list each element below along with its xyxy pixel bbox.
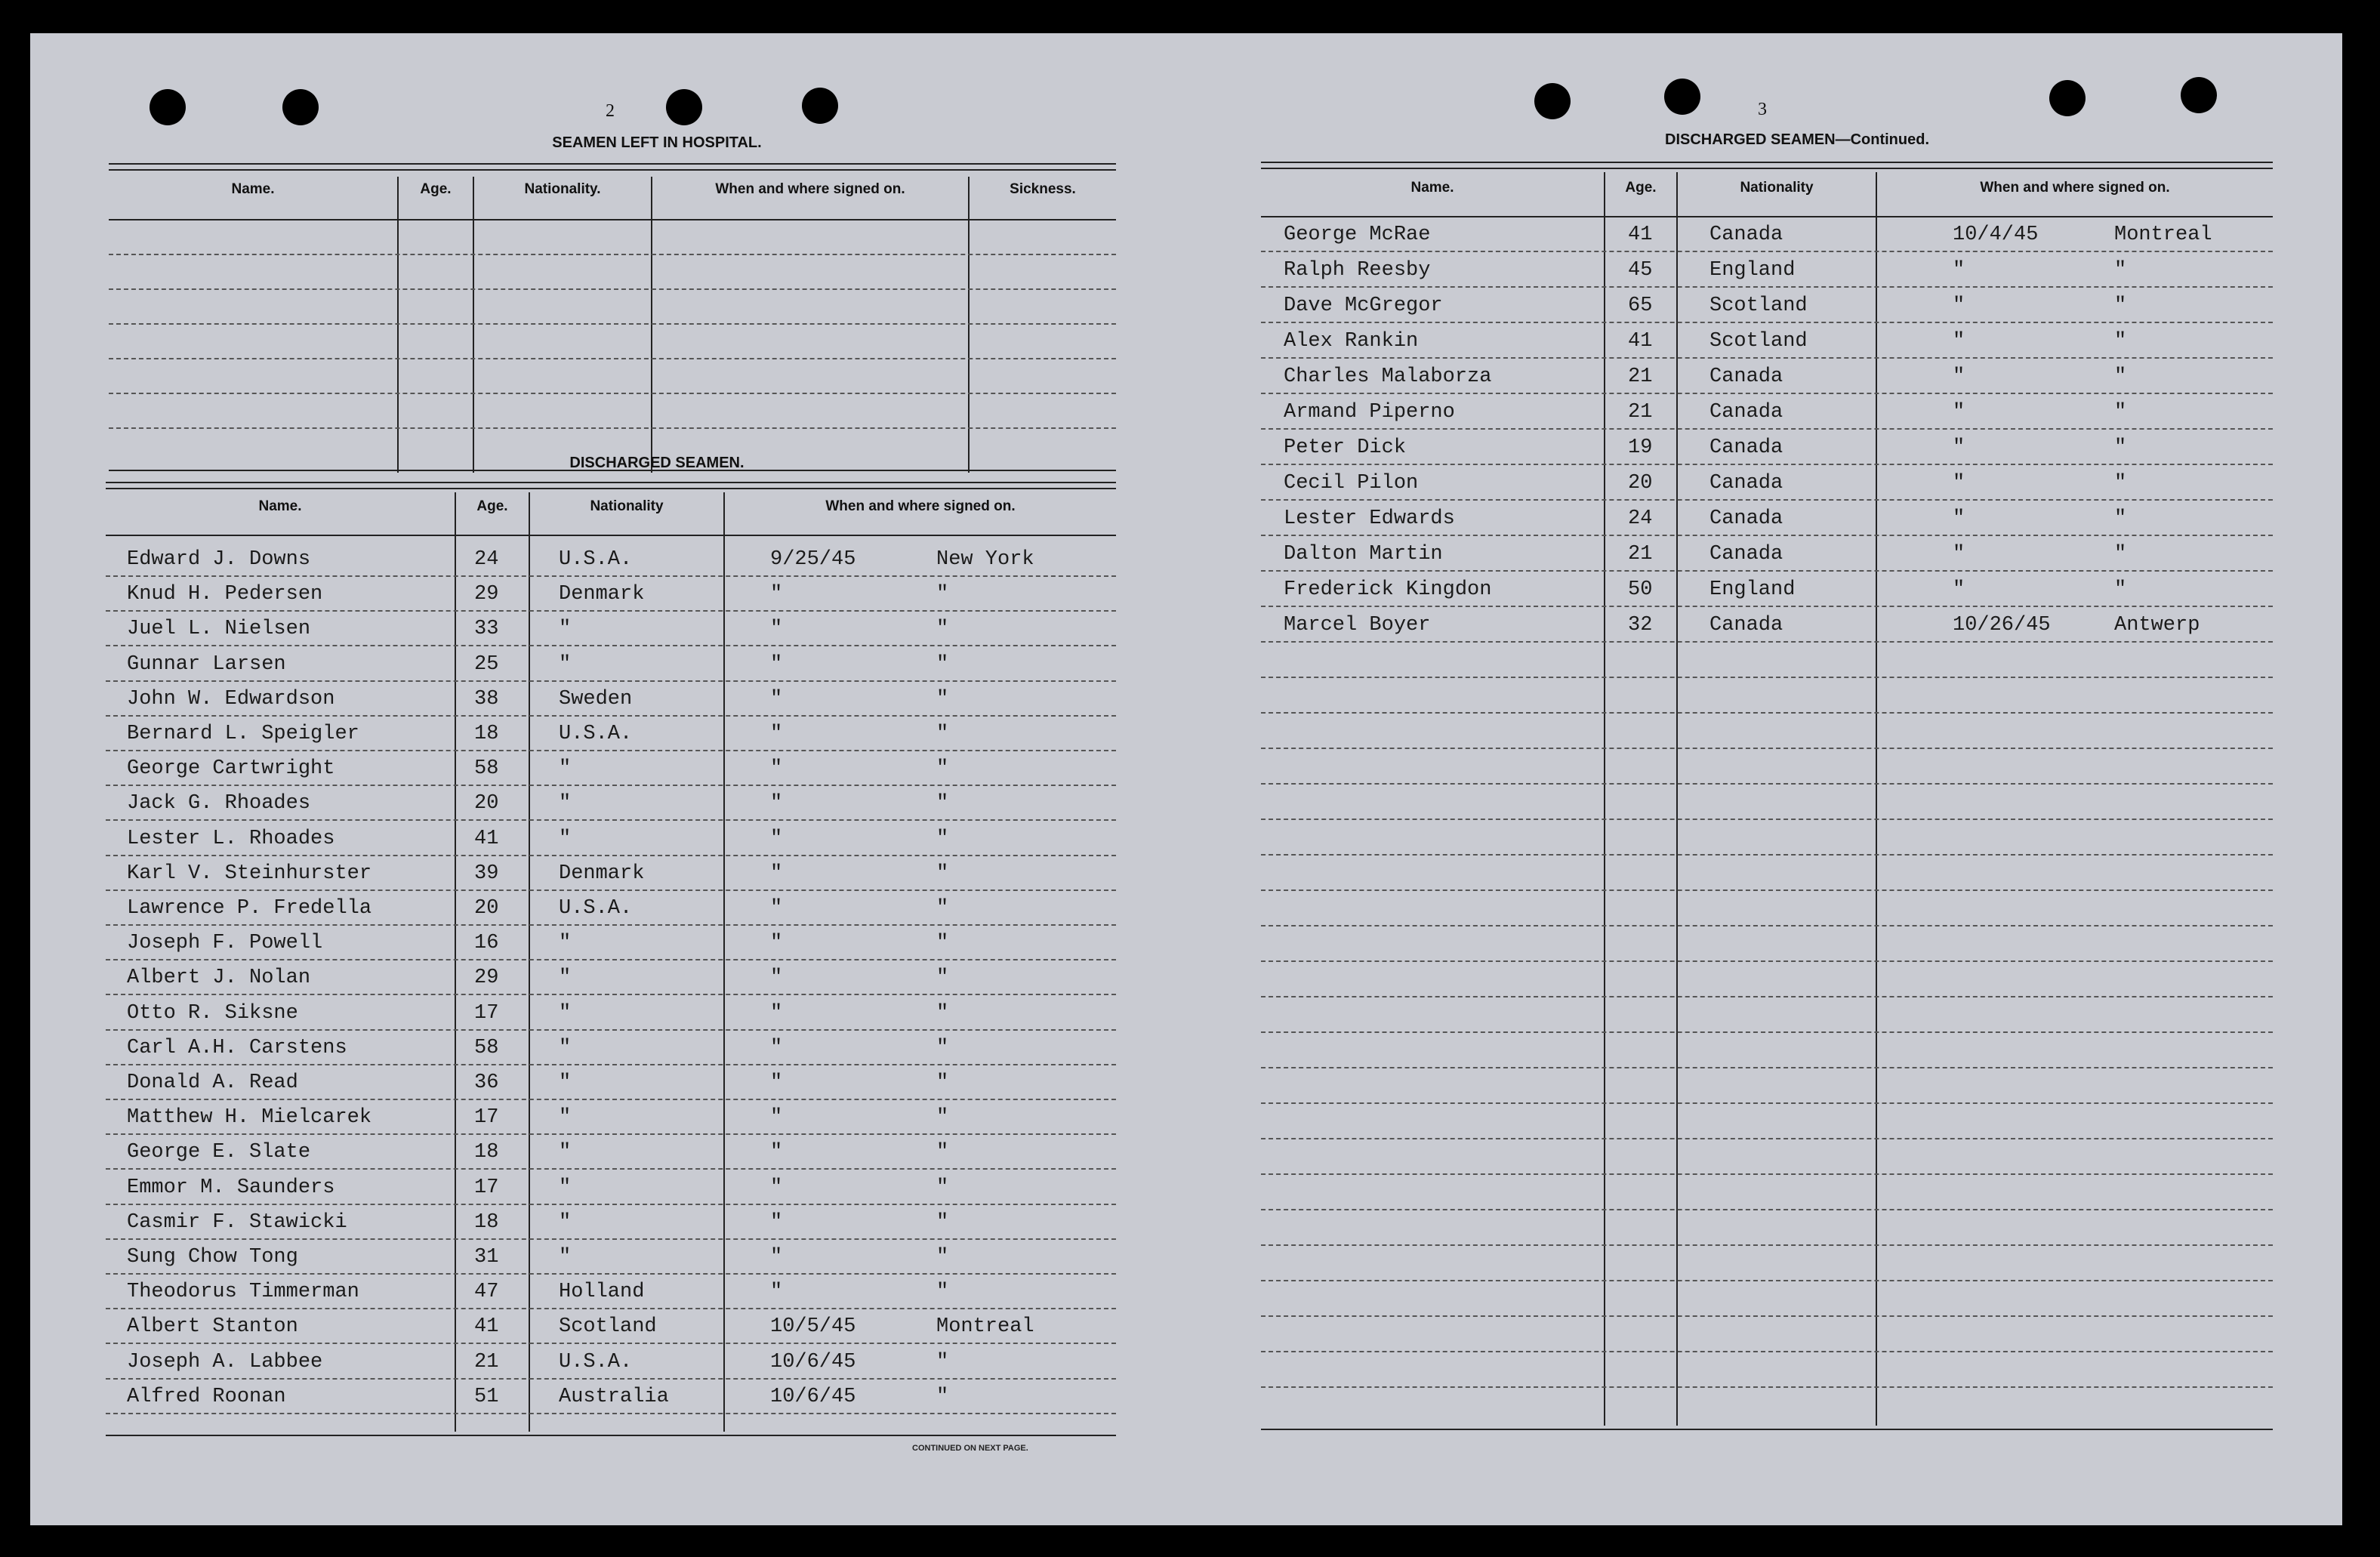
discharged-continued-title: DISCHARGED SEAMEN—Continued. — [1665, 131, 1929, 148]
signed-on-date: " — [770, 1071, 783, 1094]
rule — [1261, 168, 2273, 169]
seaman-name: Ralph Reesby — [1284, 259, 1431, 282]
hospital-section-title: SEAMEN LEFT IN HOSPITAL. — [552, 134, 762, 151]
continued-note: CONTINUED ON NEXT PAGE. — [912, 1444, 1028, 1453]
row-line — [106, 750, 1116, 751]
signed-on-date: " — [770, 1141, 783, 1164]
column-header: When and where signed on. — [715, 181, 905, 197]
row-line — [1261, 357, 2273, 359]
signed-on-place: " — [936, 1141, 949, 1164]
rule — [109, 163, 1116, 165]
seaman-nationality: Canada — [1709, 365, 1783, 388]
row-line — [1261, 783, 2273, 785]
seaman-nationality: " — [559, 757, 572, 780]
seaman-name: Peter Dick — [1284, 436, 1407, 459]
signed-on-date: " — [770, 897, 783, 920]
signed-on-date: " — [770, 1211, 783, 1234]
seaman-age: 31 — [474, 1246, 499, 1269]
page-number-left: 2 — [606, 101, 615, 121]
seaman-name: Casmir F. Stawicki — [127, 1211, 347, 1234]
seaman-nationality: Australia — [559, 1386, 669, 1408]
row-line — [1261, 1031, 2273, 1033]
seaman-nationality: " — [559, 1106, 572, 1129]
row-line — [106, 1378, 1116, 1380]
row-line — [1261, 925, 2273, 926]
seaman-name: George McRae — [1284, 224, 1431, 246]
signed-on-date: " — [1953, 578, 1965, 601]
signed-on-place: " — [936, 583, 949, 606]
signed-on-date: " — [770, 967, 783, 989]
seaman-name: Lawrence P. Fredella — [127, 897, 372, 920]
seaman-name: Sung Chow Tong — [127, 1246, 298, 1269]
seaman-nationality: " — [559, 1246, 572, 1269]
row-line — [106, 819, 1116, 821]
seaman-nationality: Canada — [1709, 401, 1783, 424]
signed-on-date: " — [1953, 330, 1965, 353]
seaman-nationality: " — [559, 1002, 572, 1025]
seaman-nationality: " — [559, 1211, 572, 1234]
punch-hole — [150, 89, 186, 125]
signed-on-date: " — [1953, 401, 1965, 424]
row-line — [106, 1064, 1116, 1065]
column-divider — [1876, 172, 1877, 1426]
rule — [109, 219, 1116, 220]
seaman-nationality: Scotland — [1709, 294, 1808, 317]
signed-on-place: Montreal — [936, 1315, 1034, 1338]
seaman-name: Dave McGregor — [1284, 294, 1443, 317]
row-line — [1261, 1067, 2273, 1068]
row-line — [1261, 641, 2273, 643]
signed-on-place: " — [936, 1037, 949, 1059]
row-line — [106, 1099, 1116, 1100]
seaman-age: 17 — [474, 1176, 499, 1199]
seaman-nationality: " — [559, 967, 572, 989]
signed-on-place: " — [936, 792, 949, 815]
signed-on-date: 9/25/45 — [770, 548, 856, 571]
seaman-age: 24 — [474, 548, 499, 571]
signed-on-date: " — [770, 1246, 783, 1269]
row-line — [106, 1168, 1116, 1170]
signed-on-place: " — [936, 1386, 949, 1408]
seaman-name: Gunnar Larsen — [127, 653, 286, 676]
signed-on-date: " — [1953, 507, 1965, 530]
row-line — [106, 1238, 1116, 1240]
seaman-name: Juel L. Nielsen — [127, 618, 311, 640]
signed-on-place: " — [2114, 330, 2127, 353]
signed-on-place: New York — [936, 548, 1034, 571]
row-line — [106, 610, 1116, 612]
seaman-nationality: " — [559, 1037, 572, 1059]
column-divider — [529, 492, 530, 1432]
seaman-nationality: Sweden — [559, 688, 633, 711]
signed-on-date: " — [770, 1281, 783, 1303]
rule — [1261, 216, 2273, 217]
seaman-age: 65 — [1628, 294, 1653, 317]
row-line — [1261, 393, 2273, 394]
signed-on-date: " — [1953, 436, 1965, 459]
column-header: Age. — [1625, 180, 1657, 196]
signed-on-date: " — [770, 583, 783, 606]
row-line — [106, 1029, 1116, 1031]
seaman-name: Bernard L. Speigler — [127, 723, 359, 745]
seaman-nationality: " — [559, 932, 572, 954]
seaman-name: Matthew H. Mielcarek — [127, 1106, 372, 1129]
signed-on-date: " — [1953, 543, 1965, 566]
seaman-nationality: Scotland — [559, 1315, 657, 1338]
signed-on-date: " — [770, 1037, 783, 1059]
signed-on-date: " — [770, 653, 783, 676]
seaman-nationality: U.S.A. — [559, 548, 633, 571]
discharged-section-title: DISCHARGED SEAMEN. — [569, 455, 745, 471]
signed-on-date: " — [770, 1002, 783, 1025]
signed-on-place: " — [936, 723, 949, 745]
seaman-age: 58 — [474, 757, 499, 780]
signed-on-place: Montreal — [2114, 224, 2212, 246]
signed-on-place: " — [936, 828, 949, 850]
seaman-name: Emmor M. Saunders — [127, 1176, 335, 1199]
column-header: Nationality — [590, 498, 664, 514]
column-header: Sickness. — [1010, 181, 1076, 197]
column-header: When and where signed on. — [825, 498, 1016, 514]
seaman-age: 25 — [474, 653, 499, 676]
seaman-nationality: Holland — [559, 1281, 645, 1303]
seaman-age: 18 — [474, 723, 499, 745]
punch-hole — [282, 89, 319, 125]
signed-on-place: " — [936, 688, 949, 711]
seaman-nationality: " — [559, 792, 572, 815]
row-line — [106, 889, 1116, 891]
seaman-age: 41 — [474, 1315, 499, 1338]
column-header: Name. — [258, 498, 302, 514]
signed-on-place: " — [936, 653, 949, 676]
row-line — [1261, 535, 2273, 536]
row-line — [1261, 677, 2273, 678]
signed-on-date: " — [770, 688, 783, 711]
row-line — [106, 1343, 1116, 1344]
row-line — [1261, 606, 2273, 607]
seaman-age: 17 — [474, 1002, 499, 1025]
seaman-name: Carl A.H. Carstens — [127, 1037, 347, 1059]
signed-on-date: " — [1953, 365, 1965, 388]
seaman-age: 38 — [474, 688, 499, 711]
signed-on-place: " — [936, 757, 949, 780]
seaman-age: 20 — [1628, 472, 1653, 495]
seaman-name: Lester L. Rhoades — [127, 828, 335, 850]
signed-on-date: " — [1953, 259, 1965, 282]
row-line — [1261, 286, 2273, 288]
row-line — [106, 994, 1116, 995]
row-line — [1261, 464, 2273, 465]
signed-on-place: Antwerp — [2114, 614, 2200, 637]
row-line — [1261, 570, 2273, 572]
seaman-age: 41 — [474, 828, 499, 850]
column-header: Nationality — [1740, 180, 1814, 196]
column-header: Age. — [420, 181, 452, 197]
signed-on-place: " — [936, 1002, 949, 1025]
row-line — [106, 575, 1116, 577]
page-number-right: 3 — [1758, 100, 1767, 119]
seaman-age: 19 — [1628, 436, 1653, 459]
seaman-name: Albert J. Nolan — [127, 967, 311, 989]
row-line — [1261, 1173, 2273, 1175]
row-line — [1261, 1386, 2273, 1388]
seaman-name: George E. Slate — [127, 1141, 311, 1164]
row-line — [1261, 1138, 2273, 1139]
seaman-nationality: Denmark — [559, 862, 645, 885]
row-line — [106, 785, 1116, 786]
seaman-age: 45 — [1628, 259, 1653, 282]
signed-on-place: " — [936, 1281, 949, 1303]
seaman-nationality: U.S.A. — [559, 723, 633, 745]
row-line — [1261, 748, 2273, 749]
seaman-nationality: Scotland — [1709, 330, 1808, 353]
signed-on-place: " — [2114, 259, 2127, 282]
seaman-age: 20 — [474, 792, 499, 815]
row-line — [1261, 1315, 2273, 1317]
seaman-nationality: " — [559, 653, 572, 676]
signed-on-place: " — [936, 1071, 949, 1094]
punch-hole — [1664, 79, 1700, 115]
signed-on-place: " — [936, 1351, 949, 1374]
row-line — [1261, 428, 2273, 430]
signed-on-date: " — [770, 862, 783, 885]
signed-on-place: " — [936, 897, 949, 920]
signed-on-place: " — [936, 932, 949, 954]
seaman-nationality: " — [559, 1176, 572, 1199]
seaman-age: 21 — [1628, 543, 1653, 566]
seaman-nationality: Canada — [1709, 507, 1783, 530]
seaman-name: Armand Piperno — [1284, 401, 1455, 424]
seaman-age: 47 — [474, 1281, 499, 1303]
column-header: Age. — [476, 498, 508, 514]
seaman-age: 32 — [1628, 614, 1653, 637]
seaman-age: 18 — [474, 1141, 499, 1164]
signed-on-date: " — [770, 723, 783, 745]
punch-hole — [802, 88, 838, 124]
seaman-nationality: Canada — [1709, 436, 1783, 459]
row-line — [106, 645, 1116, 646]
seaman-name: Knud H. Pedersen — [127, 583, 323, 606]
seaman-name: Charles Malaborza — [1284, 365, 1492, 388]
signed-on-place: " — [936, 1176, 949, 1199]
signed-on-date: " — [770, 1106, 783, 1129]
seaman-age: 29 — [474, 967, 499, 989]
seaman-name: Frederick Kingdon — [1284, 578, 1492, 601]
punch-hole — [666, 89, 702, 125]
signed-on-date: " — [770, 1176, 783, 1199]
row-line — [106, 1413, 1116, 1414]
seaman-age: 50 — [1628, 578, 1653, 601]
seaman-name: Edward J. Downs — [127, 548, 311, 571]
row-line — [1261, 322, 2273, 323]
rule — [1261, 1429, 2273, 1430]
seaman-name: Theodorus Timmerman — [127, 1281, 359, 1303]
seaman-age: 21 — [1628, 401, 1653, 424]
seaman-nationality: Canada — [1709, 224, 1783, 246]
column-header: Nationality. — [524, 181, 601, 197]
rule — [106, 482, 1116, 483]
seaman-name: Alex Rankin — [1284, 330, 1419, 353]
signed-on-place: " — [2114, 507, 2127, 530]
row-line — [1261, 960, 2273, 962]
rule — [106, 535, 1116, 536]
seaman-name: Lester Edwards — [1284, 507, 1455, 530]
seaman-name: Karl V. Steinhurster — [127, 862, 372, 885]
row-line — [106, 1273, 1116, 1275]
column-divider — [723, 492, 725, 1432]
seaman-name: Joseph A. Labbee — [127, 1351, 323, 1374]
seaman-age: 17 — [474, 1106, 499, 1129]
seaman-age: 18 — [474, 1211, 499, 1234]
seaman-age: 41 — [1628, 224, 1653, 246]
seaman-nationality: " — [559, 828, 572, 850]
empty-row-line — [109, 254, 1116, 255]
seaman-nationality: " — [559, 1141, 572, 1164]
row-line — [1261, 1351, 2273, 1352]
signed-on-place: " — [2114, 401, 2127, 424]
signed-on-place: " — [2114, 365, 2127, 388]
row-line — [1261, 251, 2273, 252]
seaman-nationality: U.S.A. — [559, 1351, 633, 1374]
signed-on-date: " — [770, 828, 783, 850]
row-line — [1261, 1209, 2273, 1210]
signed-on-date: 10/6/45 — [770, 1386, 856, 1408]
column-divider — [1676, 172, 1678, 1426]
row-line — [106, 1204, 1116, 1205]
seaman-age: 21 — [1628, 365, 1653, 388]
row-line — [106, 715, 1116, 717]
signed-on-place: " — [936, 618, 949, 640]
seaman-nationality: Canada — [1709, 472, 1783, 495]
row-line — [1261, 499, 2273, 501]
seaman-age: 16 — [474, 932, 499, 954]
column-divider — [1604, 172, 1605, 1426]
rule — [109, 169, 1116, 171]
punch-hole — [1534, 83, 1571, 119]
row-line — [106, 959, 1116, 960]
signed-on-place: " — [936, 862, 949, 885]
punch-hole — [2049, 80, 2086, 116]
seaman-age: 41 — [1628, 330, 1653, 353]
row-line — [1261, 819, 2273, 820]
signed-on-place: " — [2114, 436, 2127, 459]
empty-row-line — [109, 393, 1116, 394]
seaman-nationality: U.S.A. — [559, 897, 633, 920]
row-line — [1261, 1244, 2273, 1246]
seaman-nationality: England — [1709, 259, 1796, 282]
row-line — [1261, 996, 2273, 997]
seaman-age: 58 — [474, 1037, 499, 1059]
empty-row-line — [109, 323, 1116, 325]
empty-row-line — [109, 288, 1116, 290]
seaman-age: 29 — [474, 583, 499, 606]
signed-on-place: " — [2114, 543, 2127, 566]
seaman-name: Donald A. Read — [127, 1071, 298, 1094]
signed-on-date: 10/26/45 — [1953, 614, 2051, 637]
seaman-age: 24 — [1628, 507, 1653, 530]
seaman-name: Otto R. Siksne — [127, 1002, 298, 1025]
empty-row-line — [109, 358, 1116, 359]
rule — [106, 1435, 1116, 1436]
row-line — [106, 855, 1116, 856]
signed-on-date: " — [770, 618, 783, 640]
rule — [106, 488, 1116, 489]
column-header: Name. — [1410, 180, 1454, 196]
seaman-nationality: Canada — [1709, 614, 1783, 637]
row-line — [1261, 712, 2273, 714]
signed-on-place: " — [936, 1246, 949, 1269]
seaman-nationality: " — [559, 618, 572, 640]
signed-on-date: 10/6/45 — [770, 1351, 856, 1374]
signed-on-place: " — [2114, 472, 2127, 495]
row-line — [1261, 854, 2273, 856]
row-line — [106, 1133, 1116, 1135]
signed-on-date: 10/4/45 — [1953, 224, 2039, 246]
seaman-nationality: Canada — [1709, 543, 1783, 566]
seaman-nationality: " — [559, 1071, 572, 1094]
seaman-name: George Cartwright — [127, 757, 335, 780]
signed-on-date: " — [770, 792, 783, 815]
column-divider — [455, 492, 456, 1432]
signed-on-date: " — [770, 757, 783, 780]
signed-on-date: " — [1953, 294, 1965, 317]
rule — [1261, 162, 2273, 163]
signed-on-date: " — [1953, 472, 1965, 495]
signed-on-date: 10/5/45 — [770, 1315, 856, 1338]
column-header: When and where signed on. — [1980, 180, 2170, 196]
signed-on-place: " — [2114, 578, 2127, 601]
row-line — [106, 1308, 1116, 1309]
row-line — [1261, 1102, 2273, 1104]
seaman-age: 39 — [474, 862, 499, 885]
seaman-name: John W. Edwardson — [127, 688, 335, 711]
row-line — [1261, 889, 2273, 891]
seaman-age: 33 — [474, 618, 499, 640]
seaman-age: 21 — [474, 1351, 499, 1374]
seaman-nationality: England — [1709, 578, 1796, 601]
seaman-age: 36 — [474, 1071, 499, 1094]
empty-row-line — [109, 427, 1116, 429]
signed-on-date: " — [770, 932, 783, 954]
seaman-name: Marcel Boyer — [1284, 614, 1431, 637]
row-line — [106, 680, 1116, 682]
row-line — [1261, 1280, 2273, 1281]
seaman-name: Joseph F. Powell — [127, 932, 323, 954]
seaman-name: Alfred Roonan — [127, 1386, 286, 1408]
manifest-sheet — [30, 33, 2342, 1525]
column-header: Name. — [231, 181, 275, 197]
seaman-name: Dalton Martin — [1284, 543, 1443, 566]
signed-on-place: " — [2114, 294, 2127, 317]
seaman-name: Cecil Pilon — [1284, 472, 1419, 495]
seaman-name: Albert Stanton — [127, 1315, 298, 1338]
seaman-name: Jack G. Rhoades — [127, 792, 311, 815]
seaman-age: 51 — [474, 1386, 499, 1408]
seaman-age: 20 — [474, 897, 499, 920]
seaman-nationality: Denmark — [559, 583, 645, 606]
row-line — [106, 924, 1116, 926]
signed-on-place: " — [936, 967, 949, 989]
punch-hole — [2181, 77, 2217, 113]
signed-on-place: " — [936, 1211, 949, 1234]
signed-on-place: " — [936, 1106, 949, 1129]
